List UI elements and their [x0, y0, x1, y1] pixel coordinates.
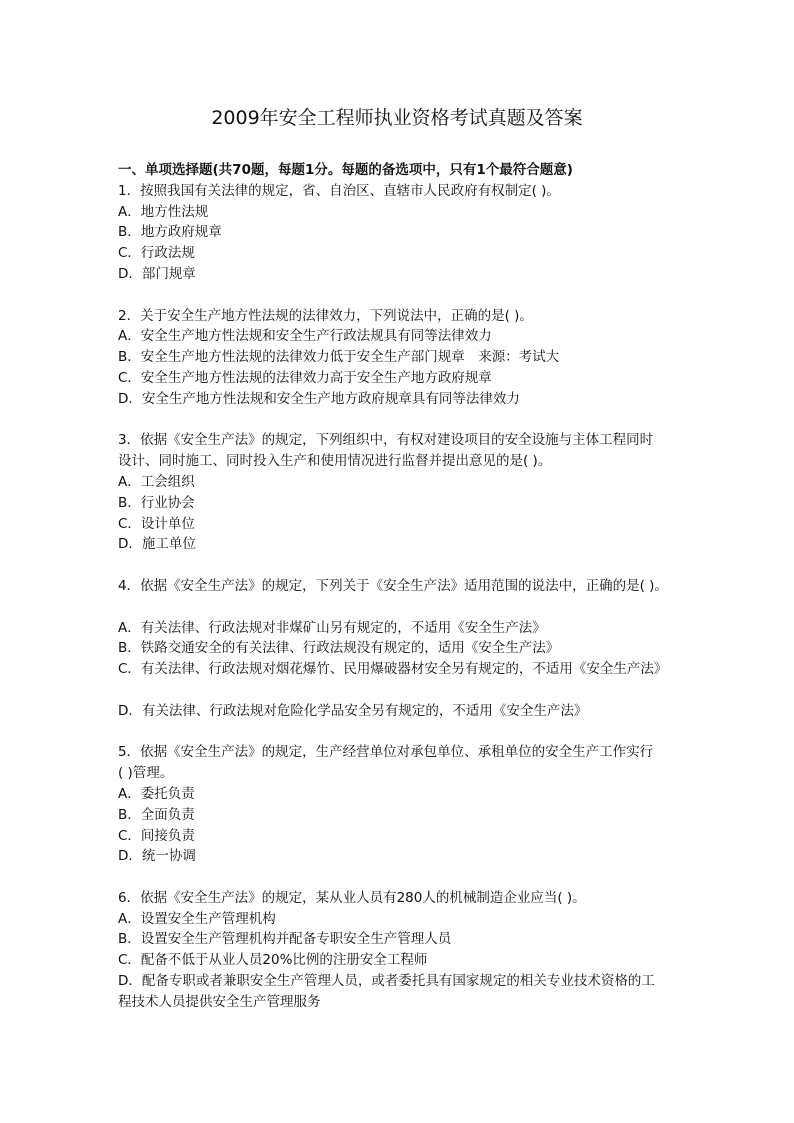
question-2: [118, 306, 698, 410]
option-a: A．委托负责: [118, 785, 195, 802]
question-1: [118, 181, 698, 285]
question-text: 3．依据《安全生产法》的规定，下列组织中，有权对建设项目的安全设施与主体工程同时: [118, 432, 654, 449]
option-d-cont: 程技术人员提供安全生产管理服务: [118, 993, 321, 1010]
question-6: [118, 888, 698, 1013]
question-5: [118, 742, 698, 867]
option-b: B．地方政府规章: [118, 224, 222, 241]
option-c: C．间接负责: [118, 827, 195, 844]
option-c: C．行政法规: [118, 245, 195, 262]
question-4: [118, 576, 698, 722]
question-text-cont: ( )管理。: [118, 765, 174, 782]
option-d: D．施工单位: [118, 536, 196, 553]
option-b: B．设置安全生产管理机构并配备专职安全生产管理人员: [118, 931, 452, 948]
option-d: D．统一协调: [118, 848, 196, 865]
option-c: C．配备不低于从业人员20%比例的注册安全工程师: [118, 952, 428, 969]
question-text-cont: 设计、同时施工、同时投入生产和使用情况进行监督并提出意见的是( )。: [118, 453, 552, 470]
option-b: B．行业协会: [118, 494, 195, 511]
question-3: [118, 430, 698, 555]
option-a: A．设置安全生产管理机构: [118, 910, 276, 927]
question-text: 1．按照我国有关法律的规定，省、自治区、直辖市人民政府有权制定( )。: [118, 182, 560, 199]
question-text: 2．关于安全生产地方性法规的法律效力，下列说法中，正确的是( )。: [118, 307, 533, 324]
option-c: C．有关法律、行政法规对烟花爆竹、民用爆破器材安全另有规定的，不适用《安全生产法》: [118, 661, 668, 678]
question-text: 5．依据《安全生产法》的规定，生产经营单位对承包单位、承租单位的安全生产工作实行: [118, 744, 654, 761]
document-title: 2009年安全工程师执业资格考试真题及答案: [211, 107, 583, 129]
option-d: D．有关法律、行政法规对危险化学品安全另有规定的，不适用《安全生产法》: [118, 702, 588, 719]
option-d: D．安全生产地方性法规和安全生产地方政府规章具有同等法律效力: [118, 390, 520, 407]
option-d: D．配备专职或者兼职安全生产管理人员，或者委托具有国家规定的相关专业技术资格的工: [118, 973, 655, 990]
option-b: B．安全生产地方性法规的法律效力低于安全生产部门规章 来源：考试大: [118, 349, 560, 366]
option-a: A．工会组织: [118, 473, 195, 490]
option-a: A．有关法律、行政法规对非煤矿山另有规定的，不适用《安全生产法》: [118, 619, 546, 636]
option-a: A．地方性法规: [118, 203, 209, 220]
option-c: C．设计单位: [118, 515, 195, 532]
section-heading: 一、单项选择题(共70题，每题1分。每题的备选项中，只有1个最符合题意): [118, 162, 573, 178]
question-text: 4．依据《安全生产法》的规定，下列关于《安全生产法》适用范围的说法中，正确的是( )。: [118, 577, 668, 594]
question-text: 6．依据《安全生产法》的规定，某从业人员有280人的机械制造企业应当( )。: [118, 889, 586, 906]
option-b: B．铁路交通安全的有关法律、行政法规没有规定的，适用《安全生产法》: [118, 640, 560, 657]
document-body: [118, 160, 698, 1013]
option-b: B．全面负责: [118, 806, 195, 823]
option-c: C．安全生产地方性法规的法律效力高于安全生产地方政府规章: [118, 369, 492, 386]
option-d: D．部门规章: [118, 265, 196, 282]
option-a: A．安全生产地方性法规和安全生产行政法规具有同等法律效力: [118, 328, 492, 345]
